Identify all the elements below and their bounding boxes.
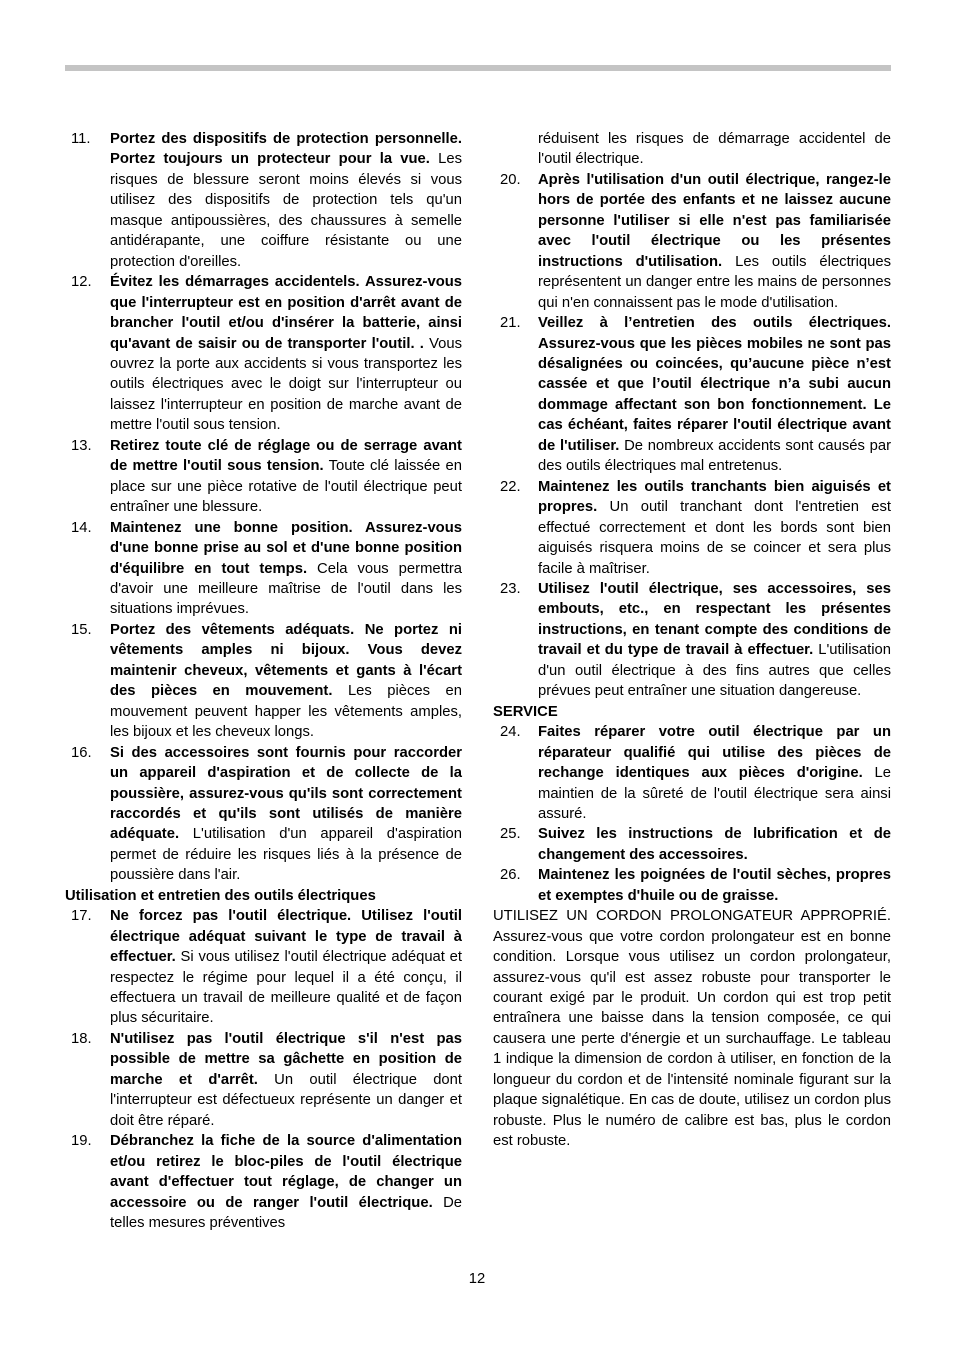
item-number: 22. — [500, 478, 521, 495]
item-bold-text: Faites réparer votre outil électrique par un réparateur qualifié qui utilise des pièces de rechange identiques aux pièces d'origine. — [538, 724, 891, 782]
left-items-group-b — [65, 906, 462, 1233]
left-items-group-a — [65, 129, 462, 886]
list-item — [493, 865, 891, 906]
section-heading-service: SERVICE — [493, 703, 558, 720]
list-item — [65, 743, 462, 886]
item-number: 14. — [71, 519, 92, 536]
item-text — [538, 477, 891, 579]
item-text — [538, 824, 891, 865]
item-text — [110, 1131, 462, 1233]
item-text — [110, 906, 462, 1029]
item-plain-text: Cela vous permettra d'avoir une meilleure maîtrise de l'outil dans les situations imprévues. — [110, 560, 463, 618]
list-item — [65, 1131, 462, 1233]
list-item — [65, 129, 462, 272]
list-item — [493, 824, 891, 865]
item-plain-text: De nombreux accidents sont causés par des outils électriques mal entretenus. — [538, 437, 891, 475]
item-bold-text: Débranchez la fiche de la source d'alimentation et/ou retirez le bloc-piles de l'outil électrique avant d'effectuer tout réglage, de changer un accessoire ou de ranger l'outil électrique. — [110, 1133, 462, 1211]
list-item — [493, 170, 891, 313]
item-plain-text: Les risques de blessure seront moins élevés si vous utilisez des dispositifs de protection tels qu'un masque antipoussières, des chaussures à semelle antidérapante, une coiffure résistante ou une protection d'oreilles. — [110, 151, 462, 270]
item-number: 21. — [500, 315, 521, 332]
item-plain-text: Un outil tranchant dont l'entretien est effectué correctement et dont les bords sont bien aiguisés risquera moins de se coincer et sera plus facile à maîtriser. — [538, 499, 891, 577]
item-text — [110, 518, 462, 620]
item-number: 19. — [71, 1133, 92, 1150]
list-item — [65, 518, 462, 620]
page-number: 12 — [468, 1271, 486, 1287]
item-plain-text: Le maintien de la sûreté de l'outil électrique sera ainsi assuré. — [538, 765, 891, 822]
item-number: 26. — [500, 867, 521, 884]
right-items-group-b — [493, 722, 891, 906]
item-text — [110, 436, 462, 518]
item-text — [110, 272, 462, 436]
item-text — [538, 313, 891, 477]
list-item — [493, 313, 891, 477]
list-item — [65, 620, 462, 743]
list-item — [65, 436, 462, 518]
item-number: 23. — [500, 580, 521, 597]
item-number: 16. — [71, 744, 92, 761]
item-number: 11. — [71, 131, 91, 147]
item-plain-text: De telles mesures préventives — [110, 1194, 463, 1232]
item-text — [538, 722, 891, 824]
extension-cord-paragraph: UTILISEZ UN CORDON PROLONGATEUR APPROPRIÉ. Assurez-vous que votre cordon prolongateur est en bonne condition. Lorsque vous utilisez un cordon prolongateur, assurez-vous qu'il est assez robuste pour transporter le courant exigé par le produit. Un cordon qui est trop petit entraînera une baisse dans la tension composée, ce qui causera une perte d'énergie et un surchauffage. Le tableau 1 indique la dimension de cordon à utiliser, en fonction de la longueur du cordon et de l'intensité nominale figurant sur la plaque signalétique. En cas de doute, utilisez un cordon plus robuste. Plus le numéro de calibre est bas, plus le cordon est robuste. — [493, 908, 891, 1150]
list-item — [65, 906, 462, 1029]
continued-text: réduisent les risques de démarrage accidentel de l'outil électrique. — [538, 131, 891, 168]
item-number: 15. — [71, 621, 92, 638]
right-column — [493, 129, 891, 1152]
item-plain-text: L'utilisation d'un appareil d'aspiration permet de réduire les risques liés à la présence de poussière dans l'air. — [110, 826, 462, 884]
item-plain-text: Les outils électriques représentent un danger entre les mains de personnes qui n'en connaissent pas le mode d'utilisation. — [538, 253, 891, 311]
item-text — [538, 170, 891, 313]
item-text — [110, 743, 462, 886]
item-bold-text: Suivez les instructions de lubrification et de changement des accessoires. — [538, 826, 891, 863]
list-item — [493, 579, 891, 702]
item-number: 13. — [71, 437, 92, 454]
item-bold-text: Après l'utilisation d'un outil électrique, rangez-le hors de portée des enfants et ne laissez aucune personne l'utiliser si elle n'est pas familiarisée avec l'outil électrique ou les présentes instructions d'utilisation. — [538, 171, 891, 270]
section-heading-usage: Utilisation et entretien des outils électriques — [65, 887, 376, 904]
item-number: 12. — [71, 274, 92, 291]
list-item — [493, 722, 891, 824]
item-bold-text: Portez des dispositifs de protection personnelle. Portez toujours un protecteur pour la vue. — [110, 131, 462, 168]
item-number: 17. — [71, 908, 92, 925]
item-plain-text: L'utilisation d'un outil électrique à des fins autres que celles prévues peut entraîner une situation dangereuse. — [538, 642, 891, 700]
item-bold-text: Maintenez une bonne position. Assurez-vous d'une bonne prise au sol et d'une bonne position d'équilibre en tout temps. — [110, 519, 462, 577]
left-column — [65, 129, 462, 1233]
item-bold-text: Utilisez l'outil électrique, ses accessoires, ses embouts, etc., en respectant les présentes instructions, en tenant compte des conditions de travail et du type de travail à effectuer. — [538, 580, 891, 659]
item-plain-text: Si vous utilisez l'outil électrique adéquat et respectez le régime pour lequel il a été conçu, il effectuera un travail de meilleure qualité et de façon plus sécuritaire. — [110, 949, 462, 1027]
item-bold-text: Évitez les démarrages accidentels. Assurez-vous que l'interrupteur est en position d'arrêt avant de brancher l'outil et/ou d'insérer la batterie, ainsi qu'avant de saisir ou de transporter l'outil. . — [110, 274, 462, 352]
item-bold-text: Portez des vêtements adéquats. Ne portez ni vêtements amples ni bijoux. Vous devez maintenir cheveux, vêtements et gants à l'écart des pièces en mouvement. — [110, 621, 462, 700]
item-bold-text: Ne forcez pas l'outil électrique. Utilisez l'outil électrique adéquat suivant le type de travail à effectuer. — [110, 908, 462, 966]
item-number: 24. — [500, 724, 521, 741]
item-plain-text: Toute clé laissée en place sur une pièce rotative de l'outil électrique peut entraîner une blessure. — [110, 458, 462, 516]
item-number: 18. — [71, 1030, 92, 1047]
item-bold-text: Maintenez les poignées de l'outil sèches, propres et exemptes d'huile ou de graisse. — [538, 867, 891, 904]
item-text — [110, 1029, 462, 1131]
item-bold-text: N'utilisez pas l'outil électrique s'il n'est pas possible de mettre sa gâchette en position de marche et d'arrêt. — [110, 1030, 462, 1088]
item-plain-text: Les pièces en mouvement peuvent happer les vêtements amples, les bijoux et les cheveux longs. — [110, 683, 462, 741]
item-plain-text: Un outil électrique dont l'interrupteur est défectueux représente un danger et doit être réparé. — [110, 1071, 462, 1129]
item-bold-text: Maintenez les outils tranchants bien aiguisés et propres. — [538, 478, 891, 516]
item-number: 20. — [500, 171, 521, 188]
list-item — [65, 1029, 462, 1131]
item-text — [110, 129, 462, 272]
item-text — [110, 620, 462, 743]
item-text — [538, 865, 891, 906]
header-rule — [65, 65, 891, 71]
item-bold-text: Retirez toute clé de réglage ou de serrage avant de mettre l'outil sous tension. — [110, 437, 462, 475]
item-bold-text: Si des accessoires sont fournis pour raccorder un appareil d'aspiration et de collecte de la poussière, assurez-vous qu'ils sont correctement raccordés et qu'ils sont utilisés de manière adéquate. — [110, 744, 462, 843]
list-item — [493, 477, 891, 579]
right-items-group-a — [493, 170, 891, 702]
item-text — [538, 579, 891, 702]
item-bold-text: Veillez à l’entretien des outils électriques. Assurez-vous que les pièces mobiles ne sont pas désalignées ou coincées, qu’aucune pièce n’est cassée et que l’outil électrique n’a subi aucun dommage affectant son bon fonctionnement. Le cas échéant, faites réparer l'outil électrique avant de l'utiliser. — [538, 315, 891, 454]
item-plain-text: Vous ouvrez la porte aux accidents si vous transportez les outils électriques avec le doigt sur l'interrupteur ou laissez l'interrupteur en position de marche avant de mettre l'outil sous tension. — [110, 335, 462, 434]
list-item — [65, 272, 462, 436]
item-number: 25. — [500, 826, 521, 843]
